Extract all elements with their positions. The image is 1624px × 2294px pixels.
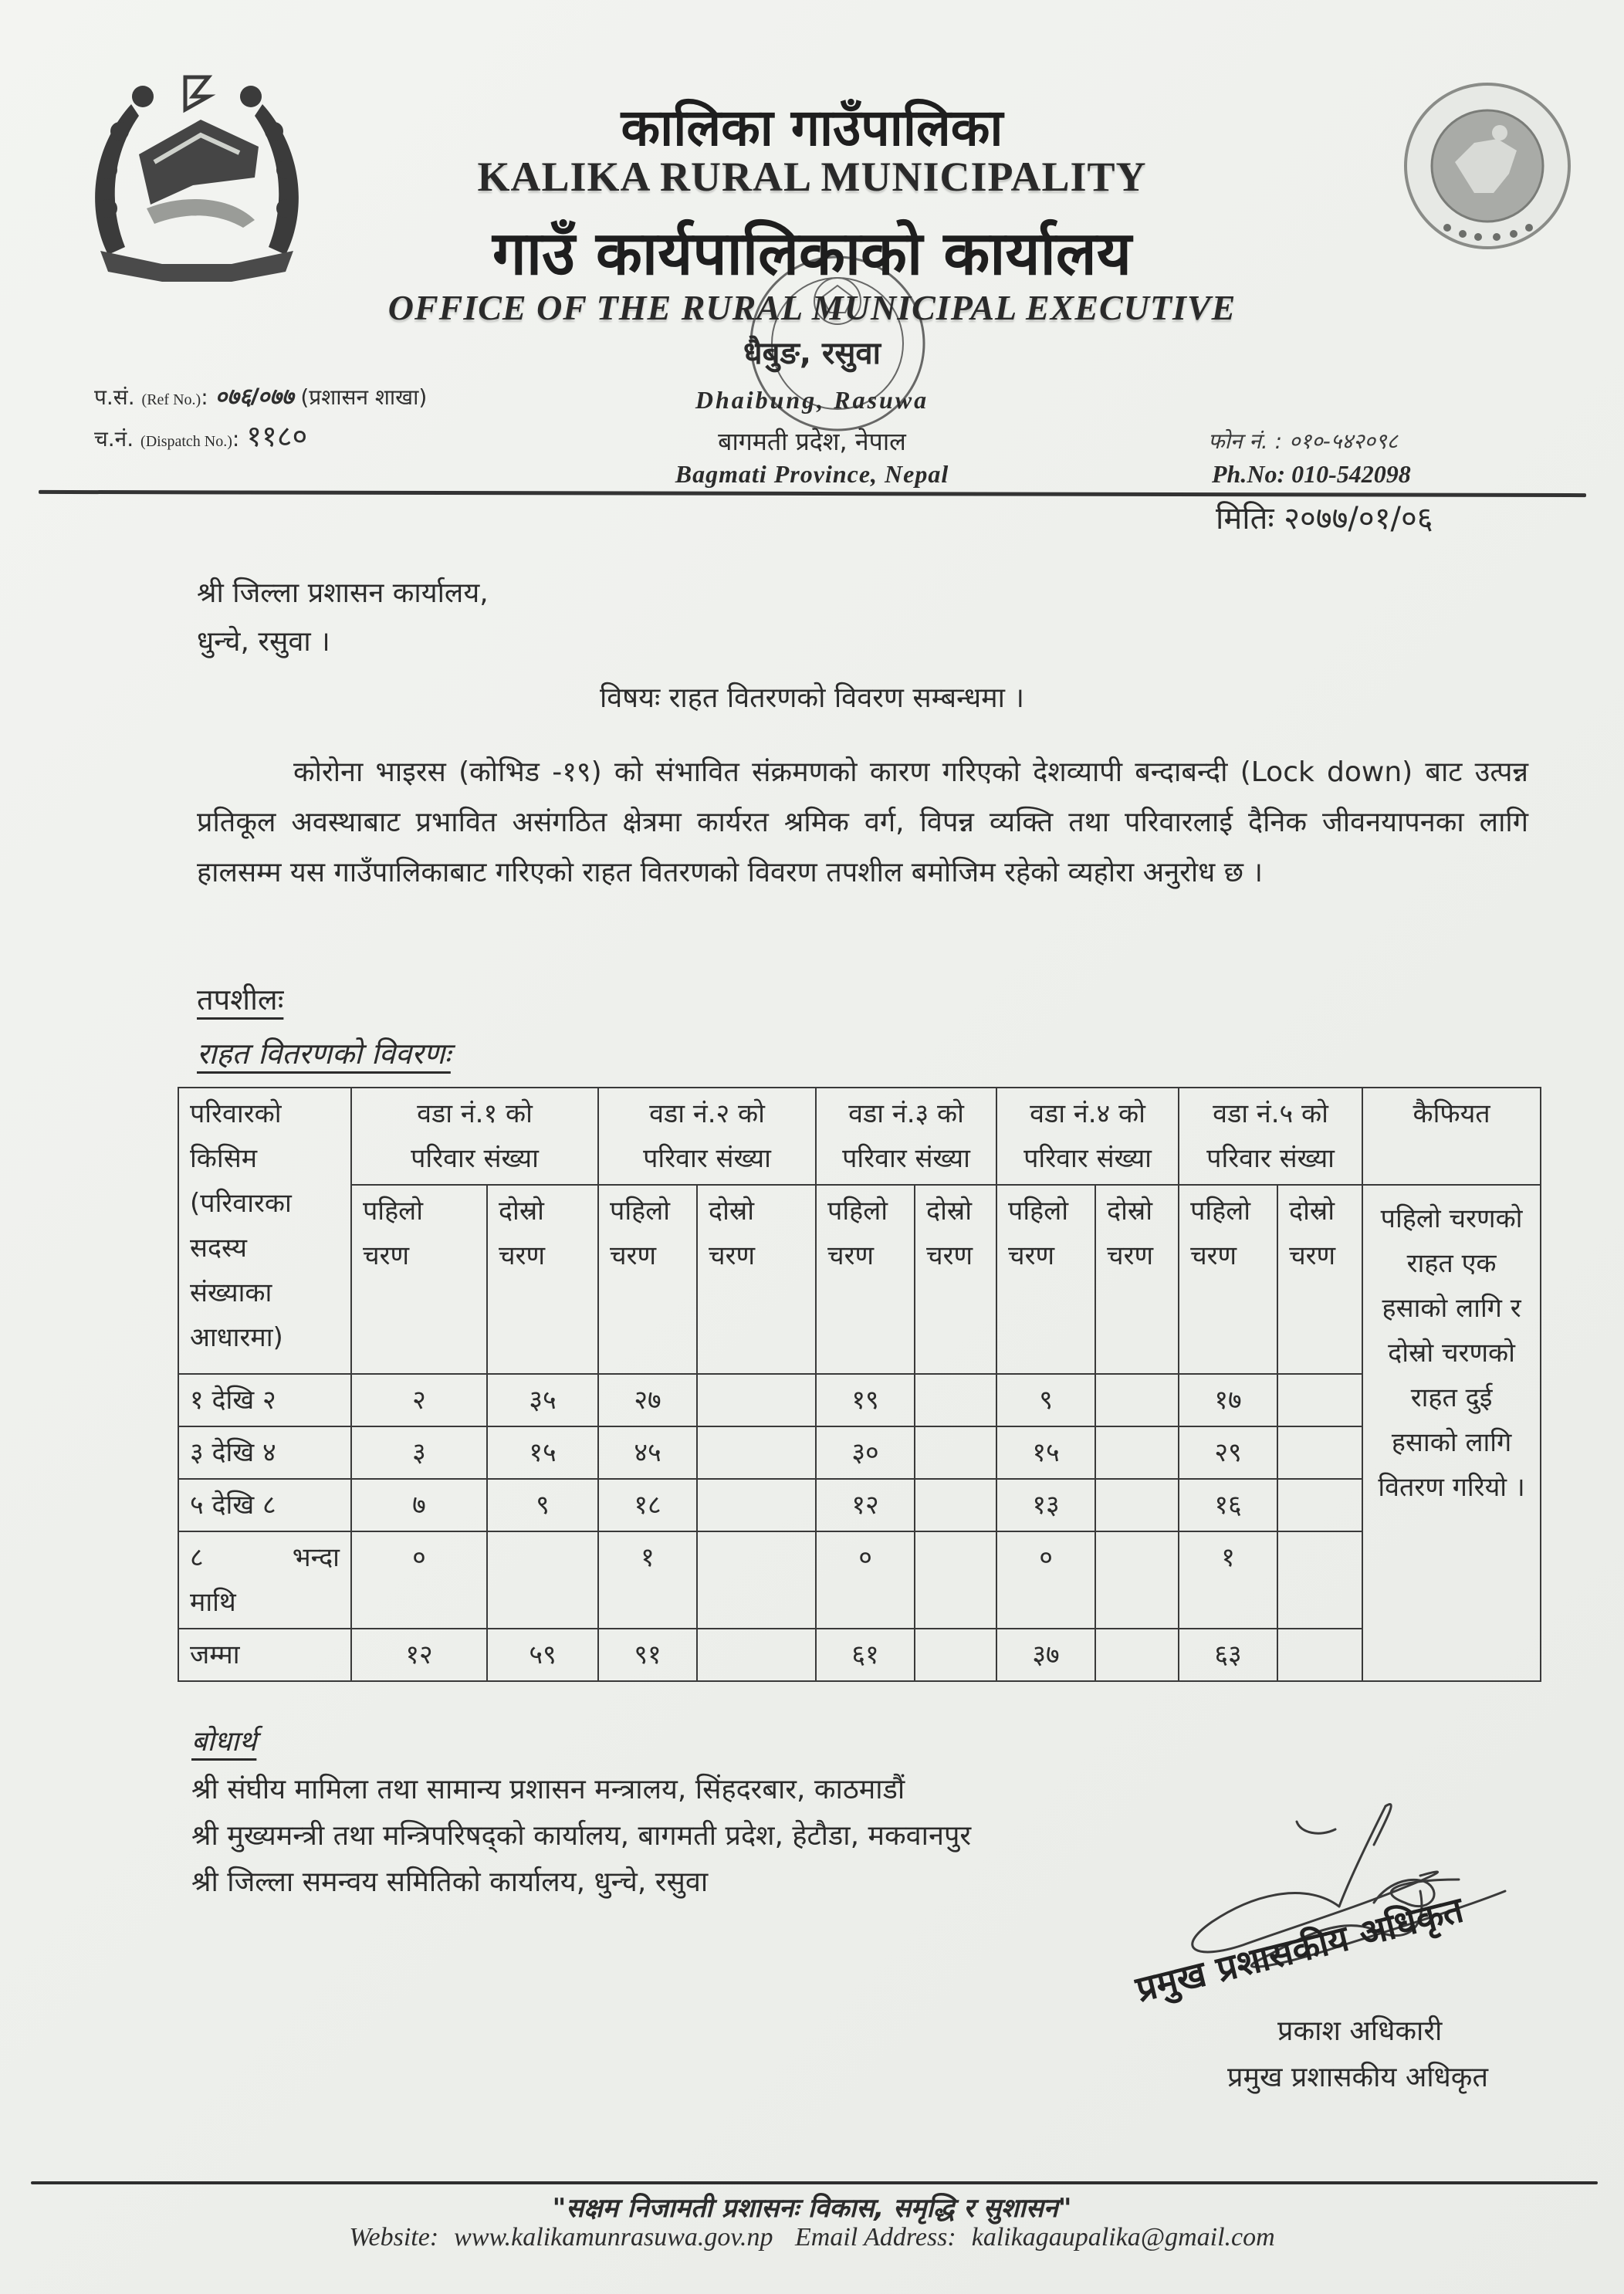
- value-cell: [915, 1479, 996, 1531]
- phase-first-header: [1179, 1185, 1277, 1374]
- phase-text: चरण: [827, 1240, 875, 1271]
- phase-text: पहिलो: [363, 1196, 424, 1227]
- phase-first-header: [351, 1185, 487, 1374]
- website-link[interactable]: www.kalikamunrasuwa.gov.np: [454, 2223, 773, 2252]
- ward-label: वडा नं.४ को: [1030, 1098, 1145, 1129]
- family-size-label: १ देखि २: [178, 1374, 351, 1426]
- phase-text: पहिलो: [1008, 1196, 1069, 1227]
- value-cell: [1095, 1374, 1179, 1426]
- remarks-text: पहिलो चरणको राहत एक हसाको लागि र दोस्रो चरणको राहत दुई हसाको लागि वितरण गरियो ।: [1378, 1203, 1525, 1503]
- total-cell: १२: [351, 1629, 487, 1681]
- table-row: [178, 1426, 1541, 1479]
- table-caption: राहत वितरणको विवरणः: [197, 1037, 451, 1071]
- label-part: माथि: [190, 1587, 236, 1618]
- table-header-row-phase: [178, 1185, 1541, 1374]
- ward-4-header: [996, 1088, 1179, 1185]
- family-size-label: ५ देखि ८: [178, 1479, 351, 1531]
- phase-text: चरण: [709, 1240, 756, 1271]
- ward-2-header: [598, 1088, 816, 1185]
- table-row: [178, 1531, 1541, 1629]
- label-part: भन्दा: [292, 1542, 340, 1573]
- phase-text: चरण: [1289, 1240, 1336, 1271]
- total-cell: [1095, 1629, 1179, 1681]
- total-cell: ५९: [487, 1629, 598, 1681]
- value-cell: [1095, 1479, 1179, 1531]
- ward-sublabel: परिवार संख्या: [842, 1143, 970, 1174]
- municipality-name-english: KALIKA RURAL MUNICIPALITY: [477, 154, 1147, 200]
- office-name-nepali: गाउँ कार्यपालिकाको कार्यालय: [492, 219, 1132, 289]
- value-cell: १२: [816, 1479, 915, 1531]
- remarks-cell: [1362, 1185, 1541, 1681]
- phase-second-header: [915, 1185, 996, 1374]
- value-cell: ७: [351, 1479, 487, 1531]
- ward-sublabel: परिवार संख्या: [1023, 1143, 1152, 1174]
- phase-text: दोस्रो: [1107, 1196, 1153, 1227]
- value-cell: [915, 1531, 996, 1629]
- phase-text: पहिलो: [610, 1196, 671, 1227]
- footer-divider: [31, 2181, 1598, 2184]
- ward-3-header: [816, 1088, 996, 1185]
- value-cell: ९: [487, 1479, 598, 1531]
- phase-text: चरण: [926, 1240, 973, 1271]
- value-cell: १७: [1179, 1374, 1277, 1426]
- ward-5-header: [1179, 1088, 1362, 1185]
- value-cell: [1277, 1374, 1362, 1426]
- signer-designation: प्रमुख प्रशासकीय अधिकृत: [1227, 2062, 1488, 2093]
- value-cell: [697, 1479, 816, 1531]
- value-cell: ३५: [487, 1374, 598, 1426]
- value-cell: १८: [598, 1479, 697, 1531]
- phase-text: पहिलो: [1190, 1196, 1251, 1227]
- value-cell: १६: [1179, 1479, 1277, 1531]
- ward-sublabel: परिवार संख्या: [411, 1143, 539, 1174]
- addressee-line-1: श्री जिल्ला प्रशासन कार्यालय,: [197, 577, 489, 609]
- ward-label: वडा नं.१ को: [417, 1098, 533, 1129]
- website-label: Website:: [349, 2223, 439, 2252]
- value-cell: १९: [816, 1374, 915, 1426]
- phone-nepali: फोन नं. : ०१०-५४२०९८: [1208, 428, 1399, 454]
- signer-name: प्रकाश अधिकारी: [1277, 2015, 1443, 2047]
- letter-paragraph: कोरोना भाइरस (कोभिड -१९) को संभावित संक्रमणको कारण गरिएको देशव्यापी बन्दाबन्दी (Lock down) बाट उत्पन्न प्रतिकूल अवस्थाबाट प्रभावित असंगठित क्षेत्रमा कार्यरत श्रमिक वर्ग, विपन्न व्यक्ति तथा परिवारलाई दैनिक जीवनयापनका लागि हालसम्म यस गाउँपालिकाबाट गरिएको राहत वितरणको विवरण तपशील बमोजिम रहेको व्यहोरा अनुरोध छ ।: [197, 756, 1528, 888]
- phase-text: चरण: [499, 1240, 546, 1271]
- phase-first-header: [816, 1185, 915, 1374]
- header-text: संख्याका: [190, 1277, 272, 1308]
- table-header-row-ward: [178, 1088, 1541, 1185]
- header-text: किसिम: [190, 1143, 258, 1174]
- email-label: Email Address:: [795, 2223, 956, 2252]
- value-cell: [697, 1531, 816, 1629]
- dispatch-number: च.नं. (Dispatch No.): ११८०: [94, 421, 308, 453]
- cc-recipient: श्री संघीय मामिला तथा सामान्य प्रशासन मन्त्रालय, सिंहदरबार, काठमाडौं: [191, 1774, 905, 1805]
- remarks-header: [1362, 1088, 1541, 1185]
- phase-text: चरण: [363, 1240, 410, 1271]
- value-cell: ३: [351, 1426, 487, 1479]
- footer-contact: [0, 2223, 1624, 2252]
- value-cell: २: [351, 1374, 487, 1426]
- footer-slogan: "सक्षम निजामती प्रशासनः विकास, समृद्धि र सुशासन": [552, 2193, 1072, 2224]
- ward-sublabel: परिवार संख्या: [1206, 1143, 1335, 1174]
- phase-second-header: [697, 1185, 816, 1374]
- cc-heading: बोधार्थ: [191, 1726, 257, 1758]
- official-stamp-title: प्रमुख प्रशासकीय अधिकृत: [1132, 1888, 1467, 2011]
- addressee-line-2: धुन्चे, रसुवा ।: [197, 626, 330, 658]
- phase-first-header: [996, 1185, 1095, 1374]
- value-cell: [1277, 1426, 1362, 1479]
- province-nepali: बागमती प्रदेश, नेपाल: [718, 427, 906, 456]
- email-link[interactable]: kalikagaupalika@gmail.com: [971, 2223, 1275, 2252]
- phase-text: दोस्रो: [1289, 1196, 1335, 1227]
- phone-english: Ph.No: 010-542098: [1212, 460, 1411, 488]
- label-part: ८: [190, 1542, 204, 1573]
- phase-first-header: [598, 1185, 697, 1374]
- value-cell: १३: [996, 1479, 1095, 1531]
- value-cell: [697, 1374, 816, 1426]
- value-cell: [1095, 1426, 1179, 1479]
- ward-label: वडा नं.५ को: [1213, 1098, 1328, 1129]
- table-row: [178, 1374, 1541, 1426]
- remarks-label: कैफियत: [1413, 1098, 1490, 1129]
- table-row: [178, 1479, 1541, 1531]
- phase-second-header: [487, 1185, 598, 1374]
- value-cell: [1095, 1531, 1179, 1629]
- family-type-header: [178, 1088, 351, 1374]
- total-cell: ६१: [816, 1629, 915, 1681]
- value-cell: [915, 1426, 996, 1479]
- header-text: परिवारको: [190, 1098, 282, 1129]
- reference-number: प.सं. (Ref No.): ०७६/०७७ (प्रशासन शाखा): [94, 384, 428, 410]
- value-cell: १५: [996, 1426, 1095, 1479]
- value-cell: ३०: [816, 1426, 915, 1479]
- cc-recipient: श्री जिल्ला समन्वय समितिको कार्यालय, धुन्चे, रसुवा: [191, 1866, 709, 1898]
- letter-date: मितिः २०७७/०१/०६: [1216, 501, 1433, 536]
- dispatch-label-np: च.नं.: [94, 426, 134, 452]
- value-cell: १५: [487, 1426, 598, 1479]
- phase-second-header: [1095, 1185, 1179, 1374]
- total-cell: ६३: [1179, 1629, 1277, 1681]
- total-cell: ९१: [598, 1629, 697, 1681]
- total-label: जम्मा: [178, 1629, 351, 1681]
- ward-sublabel: परिवार संख्या: [643, 1143, 771, 1174]
- table-total-row: [178, 1629, 1541, 1681]
- ref-value: ०७६/०७७: [215, 384, 294, 410]
- value-cell: १: [598, 1531, 697, 1629]
- family-size-label: [178, 1531, 351, 1629]
- value-cell: ०: [816, 1531, 915, 1629]
- phase-second-header: [1277, 1185, 1362, 1374]
- value-cell: [915, 1374, 996, 1426]
- total-cell: [915, 1629, 996, 1681]
- municipality-name-nepali: कालिका गाउँपालिका: [621, 98, 1003, 157]
- ref-branch: (प्रशासन शाखा): [300, 384, 428, 410]
- value-cell: [1277, 1479, 1362, 1531]
- phase-text: चरण: [1008, 1240, 1055, 1271]
- value-cell: [697, 1426, 816, 1479]
- header-text: आधारमा): [190, 1322, 283, 1353]
- value-cell: १: [1179, 1531, 1277, 1629]
- relief-distribution-table: [178, 1087, 1541, 1682]
- value-cell: [487, 1531, 598, 1629]
- value-cell: ०: [351, 1531, 487, 1629]
- value-cell: २९: [1179, 1426, 1277, 1479]
- phase-text: चरण: [1190, 1240, 1237, 1271]
- location-english: Dhaibung, Rasuwa: [695, 386, 929, 414]
- phase-text: दोस्रो: [499, 1196, 544, 1227]
- value-cell: [1277, 1531, 1362, 1629]
- phase-text: पहिलो: [827, 1196, 888, 1227]
- value-cell: ०: [996, 1531, 1095, 1629]
- phase-text: चरण: [610, 1240, 657, 1271]
- province-english: Bagmati Province, Nepal: [675, 460, 949, 488]
- value-cell: ४५: [598, 1426, 697, 1479]
- value-cell: ९: [996, 1374, 1095, 1426]
- total-cell: [697, 1629, 816, 1681]
- letter-subject: विषयः राहत वितरणको विवरण सम्बन्धमा ।: [599, 682, 1025, 714]
- dispatch-label-en: (Dispatch No.): [140, 433, 232, 450]
- header-text: सदस्य: [190, 1233, 247, 1264]
- phase-text: दोस्रो: [926, 1196, 973, 1227]
- phase-text: चरण: [1107, 1240, 1154, 1271]
- ref-label-np: प.सं.: [94, 384, 135, 410]
- details-heading: तपशीलः: [197, 983, 284, 1017]
- office-name-english: OFFICE OF THE RURAL MUNICIPAL EXECUTIVE: [387, 288, 1237, 327]
- total-cell: ३७: [996, 1629, 1095, 1681]
- ref-label-en: (Ref No.): [141, 391, 201, 408]
- family-size-label: ३ देखि ४: [178, 1426, 351, 1479]
- value-cell: २७: [598, 1374, 697, 1426]
- location-nepali: धैबुङ, रसुवा: [743, 336, 881, 371]
- cc-recipient: श्री मुख्यमन्त्री तथा मन्त्रिपरिषद्को कार्यालय, बागमती प्रदेश, हेटौडा, मकवानपुर: [191, 1820, 972, 1852]
- phase-text: दोस्रो: [709, 1196, 755, 1227]
- header-text: (परिवारका: [190, 1188, 292, 1219]
- ward-label: वडा नं.२ को: [649, 1098, 765, 1129]
- ward-label: वडा नं.३ को: [848, 1098, 964, 1129]
- dispatch-value: ११८०: [246, 421, 308, 453]
- total-cell: [1277, 1629, 1362, 1681]
- ward-1-header: [351, 1088, 598, 1185]
